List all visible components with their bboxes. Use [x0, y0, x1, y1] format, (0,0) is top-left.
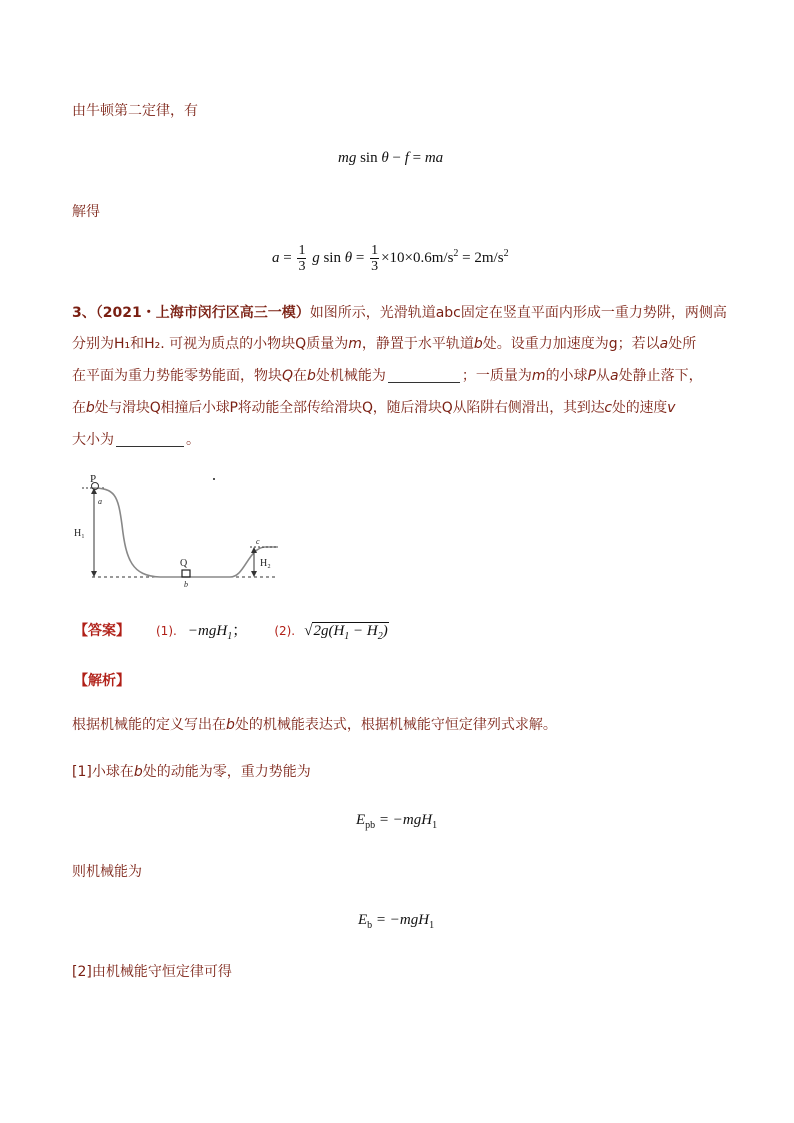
analysis-intro: 根据机械能的定义写出在b处的机械能表达式，根据机械能守恒定律列式求解。	[72, 717, 557, 733]
block-q	[182, 570, 190, 577]
question-line-2: 分别为H₁和H₂. 可视为质点的小物块Q质量为m，静置于水平轨道b处。设重力加速度为g；若以a处所	[72, 336, 697, 352]
h1-arrow-bottom	[91, 571, 97, 577]
label-h2: H₂	[260, 558, 271, 569]
potential-well-figure	[70, 470, 290, 590]
answer-blank-1[interactable]	[388, 368, 460, 383]
question-line-4: 在b处与滑块Q相撞后小球P将动能全部传给滑块Q，随后滑块Q从陷阱右侧滑出，其到达c处的速度v	[72, 400, 676, 416]
question-line-3: 在平面为重力势能零势能面，物块Q在b处机械能为 ；一质量为m的小球P从a处静止落下，	[72, 368, 703, 384]
label-a: a	[98, 497, 102, 506]
equation-potential-energy: $E_{pb} = -mgH_1$	[356, 812, 438, 831]
label-h1: H₁	[74, 528, 85, 539]
analysis-tag: 【解析】	[74, 673, 130, 689]
text-solve: 解得	[72, 204, 100, 220]
h2-arrow-bottom	[251, 571, 257, 577]
answer-values: (1). −mgH$_1$； (2). $√2g(H_1 - H_2)$	[156, 623, 388, 642]
equation-acceleration: a = $\frac{1}{3}$ g sin θ = $\frac{1}{3}$ $\times 10\times 0.6m/s^2 = 2m/s^2$	[272, 243, 509, 274]
text-then-mechanical-energy: 则机械能为	[72, 864, 142, 880]
equation-newton: mg sin θ − f = ma	[338, 150, 444, 166]
equation-mechanical-energy: $E_b = -mgH_1$	[358, 912, 435, 931]
text-newton-law: 由牛顿第二定律，有	[72, 103, 198, 119]
analysis-step-1: [1]小球在b处的动能为零，重力势能为	[72, 764, 311, 780]
question-line-5: 大小为 。	[72, 432, 200, 448]
analysis-step-2: [2]由机械能守恒定律可得	[72, 964, 232, 980]
label-p: P	[90, 473, 97, 485]
answer-blank-2[interactable]	[116, 432, 184, 447]
label-c: c	[256, 537, 260, 546]
question-line-1: 3、（2021・上海市闵行区高三一模）如图所示，光滑轨道abc固定在竖直平面内形成一重力势阱，两侧高	[72, 305, 727, 321]
label-b: b	[184, 580, 188, 589]
stray-dot	[213, 478, 215, 480]
answer-line: 【答案】	[74, 623, 130, 639]
label-q: Q	[180, 558, 188, 569]
